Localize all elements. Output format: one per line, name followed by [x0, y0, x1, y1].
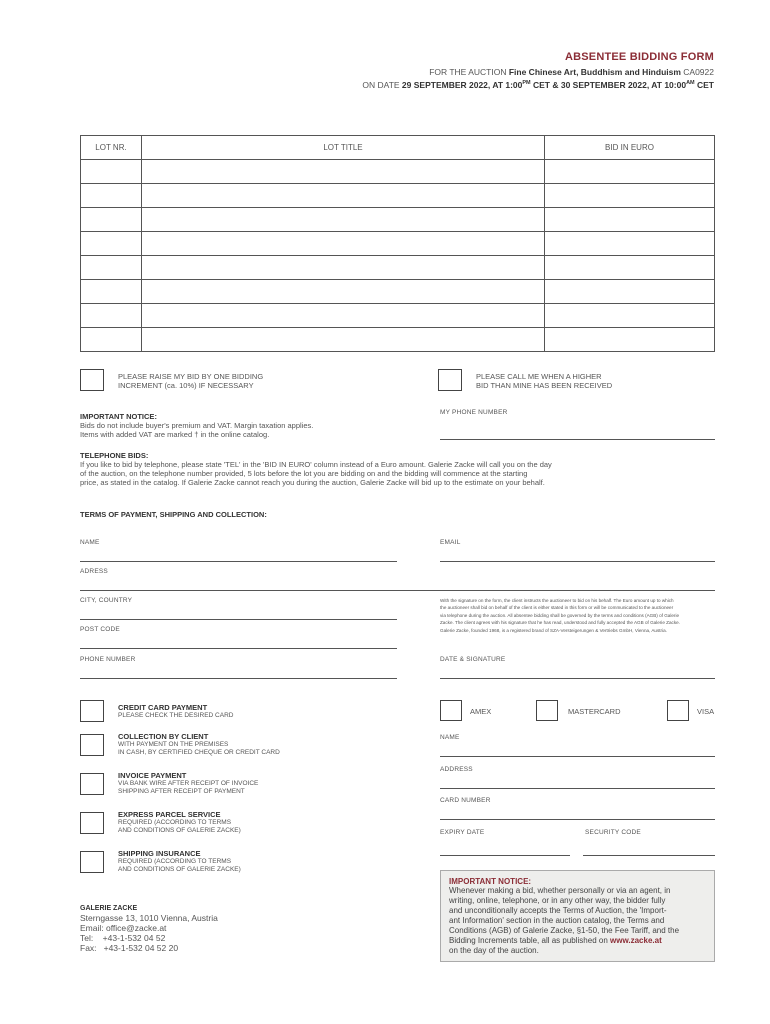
card-name-field[interactable]: [440, 756, 715, 757]
bid-cell[interactable]: [545, 160, 715, 184]
phone-field[interactable]: [80, 678, 397, 679]
lot-row: [81, 256, 715, 280]
lot-title-cell[interactable]: [142, 184, 545, 208]
credit-card-option: CREDIT CARD PAYMENT PLEASE CHECK THE DESIRED CARD: [118, 703, 234, 719]
security-code-label: SECURITY CODE: [585, 829, 641, 836]
phone-label: PHONE NUMBER: [80, 656, 136, 663]
form-title: ABSENTEE BIDDING FORM: [564, 51, 714, 63]
important-notice: IMPORTANT NOTICE: Bids do not include buyer's premium and VAT. Margin taxation applies. Items with added VAT are marked † in the online catalog.: [80, 412, 314, 439]
lot-title-cell[interactable]: [142, 256, 545, 280]
card-number-field[interactable]: [440, 819, 715, 820]
amex-checkbox[interactable]: [440, 700, 462, 721]
expiry-field[interactable]: [440, 855, 570, 856]
mastercard-checkbox[interactable]: [536, 700, 558, 721]
col-lot-nr: LOT NR.: [81, 136, 142, 160]
lot-nr-cell[interactable]: [81, 208, 142, 232]
bid-cell[interactable]: [545, 280, 715, 304]
company-tel: Tel: +43-1-532 04 52: [80, 933, 166, 943]
lot-table: [80, 135, 715, 352]
raise-bid-checkbox[interactable]: [80, 369, 104, 391]
lot-title-cell[interactable]: [142, 280, 545, 304]
bid-cell[interactable]: [545, 184, 715, 208]
company-name: GALERIE ZACKE: [80, 905, 138, 912]
card-name-label: NAME: [440, 734, 460, 741]
bid-cell[interactable]: [545, 304, 715, 328]
visa-checkbox[interactable]: [667, 700, 689, 721]
lot-row: [81, 304, 715, 328]
postcode-label: POST CODE: [80, 626, 120, 633]
expiry-label: EXPIRY DATE: [440, 829, 485, 836]
lot-title-cell[interactable]: [142, 304, 545, 328]
card-address-label: ADDRESS: [440, 766, 473, 773]
lot-nr-cell[interactable]: [81, 256, 142, 280]
bottom-notice-title: IMPORTANT NOTICE:: [449, 877, 532, 886]
name-field[interactable]: [80, 561, 397, 562]
terms-title: TERMS OF PAYMENT, SHIPPING AND COLLECTION:: [80, 510, 267, 519]
lot-row: [81, 184, 715, 208]
bid-cell[interactable]: [545, 328, 715, 352]
city-field[interactable]: [80, 619, 397, 620]
invoice-option: INVOICE PAYMENT VIA BANK WIRE AFTER RECEIPT OF INVOICE SHIPPING AFTER RECEIPT OF PAYMENT: [118, 771, 259, 795]
credit-card-checkbox[interactable]: [80, 700, 104, 722]
lot-nr-cell[interactable]: [81, 232, 142, 256]
invoice-checkbox[interactable]: [80, 773, 104, 795]
phone-number-field[interactable]: [440, 439, 715, 440]
city-label: CITY, COUNTRY: [80, 597, 133, 604]
email-label: EMAIL: [440, 539, 461, 546]
postcode-field[interactable]: [80, 648, 397, 649]
call-me-label: PLEASE CALL ME WHEN A HIGHER BID THAN MINE HAS BEEN RECEIVED: [476, 372, 613, 390]
company-info: [80, 905, 218, 953]
bottom-notice: IMPORTANT NOTICE: Whenever making a bid, whether personally or via an agent, in writing, online, telephone, or in any other way, the bidder fully and unconditionally accepts the Terms of Auction, the 'Import- ant Information' section in the auction catalog, the Terms and Conditions (AGB) of Galerie Zacke, §1-50, the Fee Tariff, and the Bidding Increments table, all as published on www.zacke.at on the day of the auction.: [440, 870, 715, 962]
lot-row: [81, 328, 715, 352]
collection-checkbox[interactable]: [80, 734, 104, 756]
raise-bid-label: PLEASE RAISE MY BID BY ONE BIDDING INCREMENT (ca. 10%) IF NECESSARY: [118, 372, 264, 390]
date-line: ON DATE 29 SEPTEMBER 2022, AT $1:00^{PM}$ CET & 30 SEPTEMBER 2022, AT $10:00^{AM}$ CET: [362, 80, 714, 90]
col-lot-title: LOT TITLE: [142, 136, 545, 160]
express-parcel-option: EXPRESS PARCEL SERVICE REQUIRED (ACCORDING TO TERMS AND CONDITIONS OF GALERIE ZACKE): [118, 810, 241, 834]
signature-disclaimer: With the signature on the form, the client instructs the auctioneer to bid on his behalf. The Euro amount up to which the auctioneer shall bid on behalf of the client is either stated in this form or will be communicated to the auctioneer via telephone during the auction. All absentee bidding shall be governed by the terms and conditions (AGB) of Galerie Zacke. The client agrees with his signature that he has read, understood and fully accepted the AGB of Galerie Zacke. Galerie Zacke, founded 1968, is a registered brand of SZA-Versteigerungen & Vertriebs GmbH, Vienna, Austria.: [440, 598, 680, 633]
shipping-insurance-option: SHIPPING INSURANCE REQUIRED (ACCORDING TO TERMS AND CONDITIONS OF GALERIE ZACKE): [118, 849, 241, 873]
lot-title-cell[interactable]: [142, 232, 545, 256]
lot-row: [81, 280, 715, 304]
card-address-field[interactable]: [440, 788, 715, 789]
address-field[interactable]: [80, 590, 715, 591]
card-number-label: CARD NUMBER: [440, 797, 491, 804]
website-link[interactable]: www.zacke.at: [610, 936, 662, 945]
telephone-bids: TELEPHONE BIDS: If you like to bid by telephone, please state 'TEL' in the 'BID IN EURO' column instead of a Euro amount. Galerie Zacke will call you on the day of the auction, on the telephone number provided, 5 lots before the lot you are bidding on and the bidding will commence at the starting price, as stated in the catalog. If Galerie Zacke cannot reach you during the auction, Galerie Zacke will bid up to the estimate on your behalf.: [80, 451, 552, 487]
phone-number-label: MY PHONE NUMBER: [440, 409, 508, 416]
lot-nr-cell[interactable]: [81, 328, 142, 352]
lot-title-cell[interactable]: [142, 328, 545, 352]
lot-title-cell[interactable]: [142, 160, 545, 184]
collection-option: COLLECTION BY CLIENT WITH PAYMENT ON THE PREMISES IN CASH, BY CERTIFIED CHEQUE OR CREDIT CARD: [118, 732, 280, 756]
bid-cell[interactable]: [545, 232, 715, 256]
bid-cell[interactable]: [545, 256, 715, 280]
mastercard-label: MASTERCARD: [568, 707, 621, 716]
date-signature-field[interactable]: [440, 678, 715, 679]
email-field[interactable]: [440, 561, 715, 562]
call-me-checkbox[interactable]: [438, 369, 462, 391]
lot-nr-cell[interactable]: [81, 184, 142, 208]
express-parcel-checkbox[interactable]: [80, 812, 104, 834]
col-bid: BID IN EURO: [545, 136, 715, 160]
name-label: NAME: [80, 539, 100, 546]
lot-row: [81, 232, 715, 256]
lot-nr-cell[interactable]: [81, 280, 142, 304]
lot-row: [81, 160, 715, 184]
company-email[interactable]: Email: office@zacke.at: [80, 923, 167, 933]
visa-label: VISA: [697, 707, 715, 716]
lot-row: [81, 208, 715, 232]
date-signature-label: DATE & SIGNATURE: [440, 656, 506, 663]
company-fax: Fax: +43-1-532 04 52 20: [80, 943, 179, 953]
address-label: ADRESS: [80, 568, 108, 575]
security-code-field[interactable]: [583, 855, 715, 856]
lot-nr-cell[interactable]: [81, 304, 142, 328]
lot-nr-cell[interactable]: [81, 160, 142, 184]
company-address: Sterngasse 13, 1010 Vienna, Austria: [80, 913, 218, 923]
bid-cell[interactable]: [545, 208, 715, 232]
lot-title-cell[interactable]: [142, 208, 545, 232]
shipping-insurance-checkbox[interactable]: [80, 851, 104, 873]
auction-line: FOR THE AUCTION Fine Chinese Art, Buddhism and Hinduism CA0922: [429, 67, 714, 77]
amex-label: AMEX: [470, 707, 492, 716]
